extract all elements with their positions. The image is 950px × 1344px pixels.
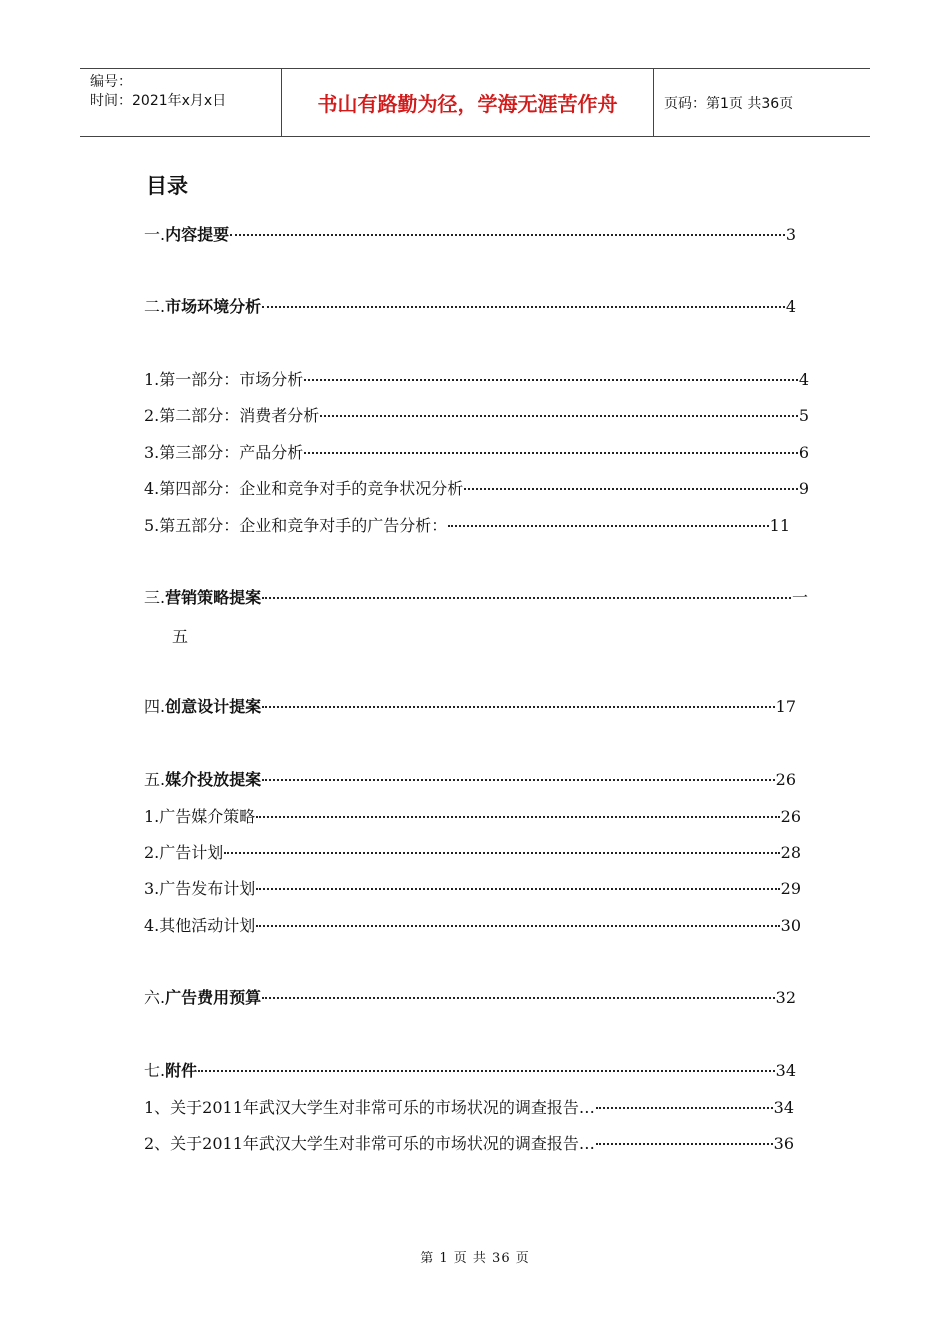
toc-entry-label: 4.第四部分：企业和竞争对手的竞争状况分析 — [144, 479, 464, 498]
leader-dots — [230, 234, 785, 236]
toc-entry[interactable] — [144, 876, 801, 900]
toc-entry-page: 34 — [773, 1098, 794, 1117]
leader-dots — [224, 852, 779, 854]
header-meta — [80, 69, 281, 136]
page-footer: 第 1 页 共 36 页 — [420, 1251, 530, 1266]
toc-entry[interactable] — [144, 767, 796, 791]
leader-dots — [262, 306, 785, 308]
toc-entry[interactable] — [144, 1058, 796, 1082]
date-label: 时间：2021年x月x日 — [90, 93, 227, 109]
toc-entry-page: 36 — [773, 1134, 794, 1153]
leader-dots — [464, 488, 798, 490]
toc-entry-page-continued: 五 — [172, 627, 189, 646]
leader-dots — [596, 1143, 773, 1145]
toc-entry-page: 4 — [798, 370, 809, 389]
toc-entry[interactable] — [144, 804, 801, 828]
toc-entry-page: 4 — [785, 297, 796, 316]
header-motto: 书山有路勤为径，学海无涯苦作舟 — [281, 69, 654, 136]
toc-entry-page: 30 — [780, 916, 801, 935]
toc-entry[interactable] — [144, 222, 796, 246]
toc-entry[interactable] — [144, 513, 790, 537]
toc-entry-label: 内容提要 — [165, 225, 230, 244]
toc-entry-page: 9 — [798, 479, 809, 498]
toc-entry[interactable] — [144, 403, 809, 427]
toc-entry-page: 26 — [780, 807, 801, 826]
toc-entry-label: 营销策略提案 — [165, 588, 262, 607]
toc-entry-page: 11 — [769, 516, 790, 535]
leader-dots — [256, 925, 779, 927]
toc-entry[interactable] — [144, 1131, 794, 1155]
toc-entry-label: 媒介投放提案 — [165, 770, 262, 789]
leader-dots — [262, 597, 791, 599]
toc-title: 目录 — [146, 174, 188, 198]
toc-entry-label: 广告费用预算 — [165, 988, 262, 1007]
toc-entry-label: 附件 — [165, 1061, 198, 1080]
toc-entry-page: 6 — [798, 443, 809, 462]
toc-entry[interactable] — [144, 367, 809, 391]
leader-dots — [596, 1107, 773, 1109]
toc-entry-label: 市场环境分析 — [165, 297, 262, 316]
toc-entry-page: 29 — [780, 879, 801, 898]
leader-dots — [262, 779, 775, 781]
toc-entry[interactable] — [144, 294, 796, 318]
toc-entry-page: 3 — [785, 225, 796, 244]
toc-entry-page: 一 — [791, 588, 808, 607]
toc-entry[interactable] — [144, 913, 801, 937]
leader-dots — [262, 997, 775, 999]
toc-entry-page: 26 — [775, 770, 796, 789]
toc-entry[interactable] — [144, 694, 796, 718]
toc-entry-page: 17 — [775, 697, 796, 716]
toc-entry-num: 五. — [144, 770, 166, 789]
toc-entry-label: 3.第三部分：产品分析 — [144, 443, 304, 462]
toc-entry-label: 1.第一部分：市场分析 — [144, 370, 304, 389]
toc-entry-page: 28 — [780, 843, 801, 862]
toc-entry-label: 1.广告媒介策略 — [144, 807, 256, 826]
toc-entry-num: 七. — [144, 1061, 166, 1080]
toc-entry-num: 六. — [144, 988, 166, 1007]
leader-dots — [448, 525, 768, 527]
toc-entry-label: 1、关于2011年武汉大学生对非常可乐的市场状况的调查报告… — [144, 1098, 595, 1117]
toc-entry-num: 三. — [144, 588, 166, 607]
toc-entry-page: 34 — [775, 1061, 796, 1080]
leader-dots — [256, 816, 779, 818]
header-page-info: 页码：第1页 共36页 — [664, 95, 794, 112]
leader-dots — [198, 1070, 775, 1072]
toc-entry-num: 一. — [144, 225, 166, 244]
toc-entry-label: 2、关于2011年武汉大学生对非常可乐的市场状况的调查报告… — [144, 1134, 595, 1153]
leader-dots — [256, 888, 779, 890]
toc-entry[interactable] — [144, 840, 801, 864]
leader-dots — [262, 706, 775, 708]
toc-entry-page: 32 — [775, 988, 796, 1007]
leader-dots — [304, 379, 798, 381]
toc-entry[interactable] — [144, 585, 808, 609]
leader-dots — [320, 415, 798, 417]
toc-entry[interactable] — [144, 440, 809, 464]
toc-entry-page: 5 — [798, 406, 809, 425]
toc-entry-num: 二. — [144, 297, 166, 316]
leader-dots — [304, 452, 798, 454]
toc-entry-label: 2.第二部分：消费者分析 — [144, 406, 320, 425]
toc-entry-label: 4.其他活动计划 — [144, 916, 256, 935]
toc-entry[interactable] — [144, 985, 796, 1009]
toc-entry-label: 2.广告计划 — [144, 843, 224, 862]
code-label: 编号： — [90, 74, 132, 90]
toc-entry-label: 3.广告发布计划 — [144, 879, 256, 898]
toc-entry-num: 四. — [144, 697, 166, 716]
toc-entry[interactable] — [144, 476, 809, 500]
page-header — [80, 68, 870, 137]
toc-entry-label: 5.第五部分：企业和竞争对手的广告分析： — [144, 516, 448, 535]
toc-entry-label: 创意设计提案 — [165, 697, 262, 716]
toc-entry[interactable] — [144, 1095, 794, 1119]
